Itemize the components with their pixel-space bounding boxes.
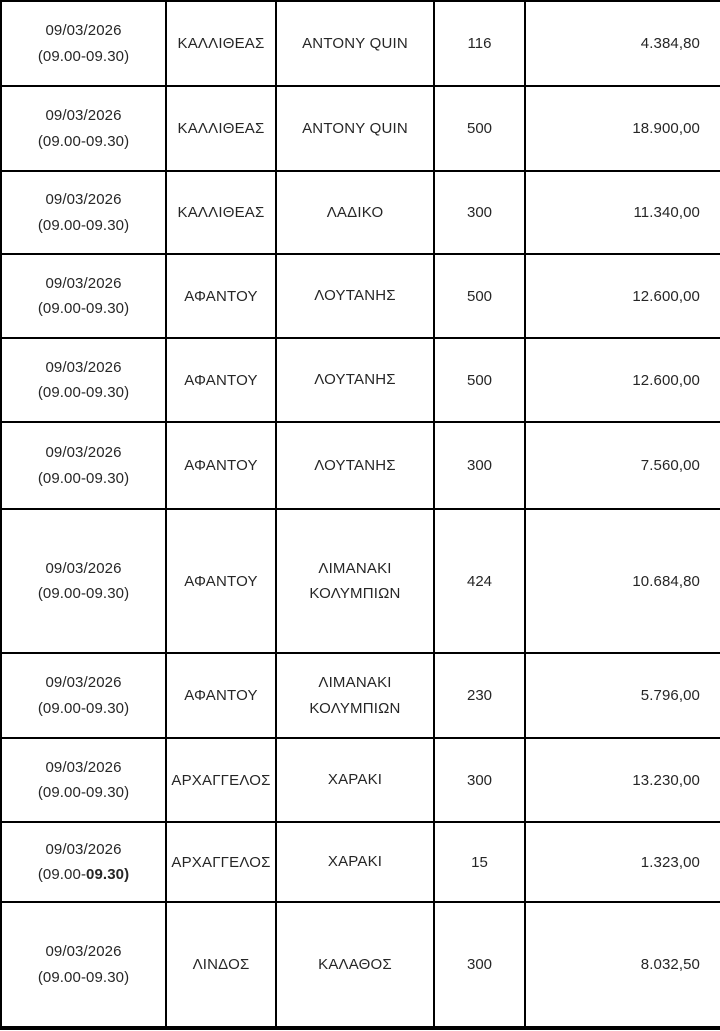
auction-date: 09/03/2026 [45,674,122,691]
table-row [1,86,720,171]
amount-cell: 12.600,00 [525,254,720,338]
beach-cell: ΛΑΔΙΚΟ [276,171,434,254]
date-cell [1,902,166,1028]
municipality-cell: ΚΑΛΛΙΘΕΑΣ [166,171,276,254]
table-row [1,1,720,86]
municipality-cell: ΑΡΧΑΓΓΕΛΟΣ [166,738,276,822]
beach-cell: ΑΝΤΟΝΥ QUIN [276,1,434,86]
quantity-cell: 300 [434,171,525,254]
auction-date: 09/03/2026 [45,943,122,960]
table-row [1,338,720,422]
date-cell [1,422,166,509]
date-cell [1,738,166,822]
quantity-cell: 300 [434,738,525,822]
municipality-cell: ΑΦΑΝΤΟΥ [166,653,276,738]
date-cell [1,822,166,902]
auction-time-range: (09.00-09.30) [37,132,130,150]
beach-cell: ΛΟΥΤΑΝΗΣ [276,254,434,338]
amount-cell: 10.684,80 [525,509,720,653]
quantity-cell: 300 [434,902,525,1028]
municipality-cell: ΑΦΑΝΤΟΥ [166,338,276,422]
auction-time-range: (09.00-09.30) [37,585,130,602]
table-row [1,254,720,338]
auction-date: 09/03/2026 [45,274,122,292]
beach-cell: ΧΑΡΑΚΙ [276,738,434,822]
amount-cell: 7.560,00 [525,422,720,509]
quantity-cell: 116 [434,1,525,86]
amount-cell: 8.032,50 [525,902,720,1028]
amount-cell: 13.230,00 [525,738,720,822]
table-row [1,822,720,902]
auction-date: 09/03/2026 [45,22,122,39]
auction-time-range: (09.00-09.30) [37,47,130,65]
auction-date: 09/03/2026 [45,559,122,577]
auction-time-range: (09.00-09.30) [37,784,130,801]
amount-cell: 12.600,00 [525,338,720,422]
auction-date: 09/03/2026 [45,758,122,776]
auction-time-range: (09.00-09.30) [37,384,130,401]
auction-time-range: (09.00-09.30) [37,216,130,234]
date-cell [1,653,166,738]
amount-cell: 18.900,00 [525,86,720,171]
auction-date: 09/03/2026 [45,107,122,124]
auction-time-range: (09.00-09.30) [37,699,130,717]
beach-cell: ΑΝΤΟΝΥ QUIN [276,86,434,171]
date-cell [1,1,166,86]
municipality-cell: ΑΡΧΑΓΓΕΛΟΣ [166,822,276,902]
municipality-cell: ΑΦΑΝΤΟΥ [166,422,276,509]
auction-time-range: (09.00-09.30) [37,300,130,317]
auction-date: 09/03/2026 [45,191,122,208]
auction-date: 09/03/2026 [45,358,122,376]
municipality-cell: ΑΦΑΝΤΟΥ [166,254,276,338]
amount-cell: 11.340,00 [525,171,720,254]
beach-cell: ΛΟΥΤΑΝΗΣ [276,422,434,509]
quantity-cell: 230 [434,653,525,738]
beach-cell: ΚΑΛΑΘΟΣ [276,902,434,1028]
table-row [1,902,720,1028]
quantity-cell: 15 [434,822,525,902]
date-cell [1,509,166,653]
amount-cell: 4.384,80 [525,1,720,86]
auction-date: 09/03/2026 [45,444,122,461]
beach-cell: ΧΑΡΑΚΙ [276,822,434,902]
date-cell [1,171,166,254]
date-cell [1,86,166,171]
quantity-cell: 424 [434,509,525,653]
auction-time-range: (09.00-09.30) [37,968,130,986]
table-row [1,422,720,509]
table-row [1,653,720,738]
beach-cell: ΛΟΥΤΑΝΗΣ [276,338,434,422]
quantity-cell: 500 [434,86,525,171]
quantity-cell: 300 [434,422,525,509]
municipality-cell: ΚΑΛΛΙΘΕΑΣ [166,86,276,171]
table-row [1,509,720,653]
auction-time-range: (09.00-09.30) [37,469,130,487]
quantity-cell: 500 [434,338,525,422]
municipality-cell: ΚΑΛΛΙΘΕΑΣ [166,1,276,86]
table-row [1,738,720,822]
amount-cell: 1.323,00 [525,822,720,902]
municipality-cell: ΛΙΝΔΟΣ [166,902,276,1028]
municipality-cell: ΑΦΑΝΤΟΥ [166,509,276,653]
beach-cell: ΛΙΜΑΝΑΚΙ ΚΟΛΥΜΠΙΩΝ [276,509,434,653]
date-cell [1,338,166,422]
quantity-cell: 500 [434,254,525,338]
auction-time-range: (09.00-09.30) [37,866,130,883]
beach-cell: ΛΙΜΑΝΑΚΙ ΚΟΛΥΜΠΙΩΝ [276,653,434,738]
amount-cell: 5.796,00 [525,653,720,738]
auction-date: 09/03/2026 [45,840,122,858]
bold-time-segment: 09.30) [86,866,130,883]
table-row [1,171,720,254]
date-cell [1,254,166,338]
